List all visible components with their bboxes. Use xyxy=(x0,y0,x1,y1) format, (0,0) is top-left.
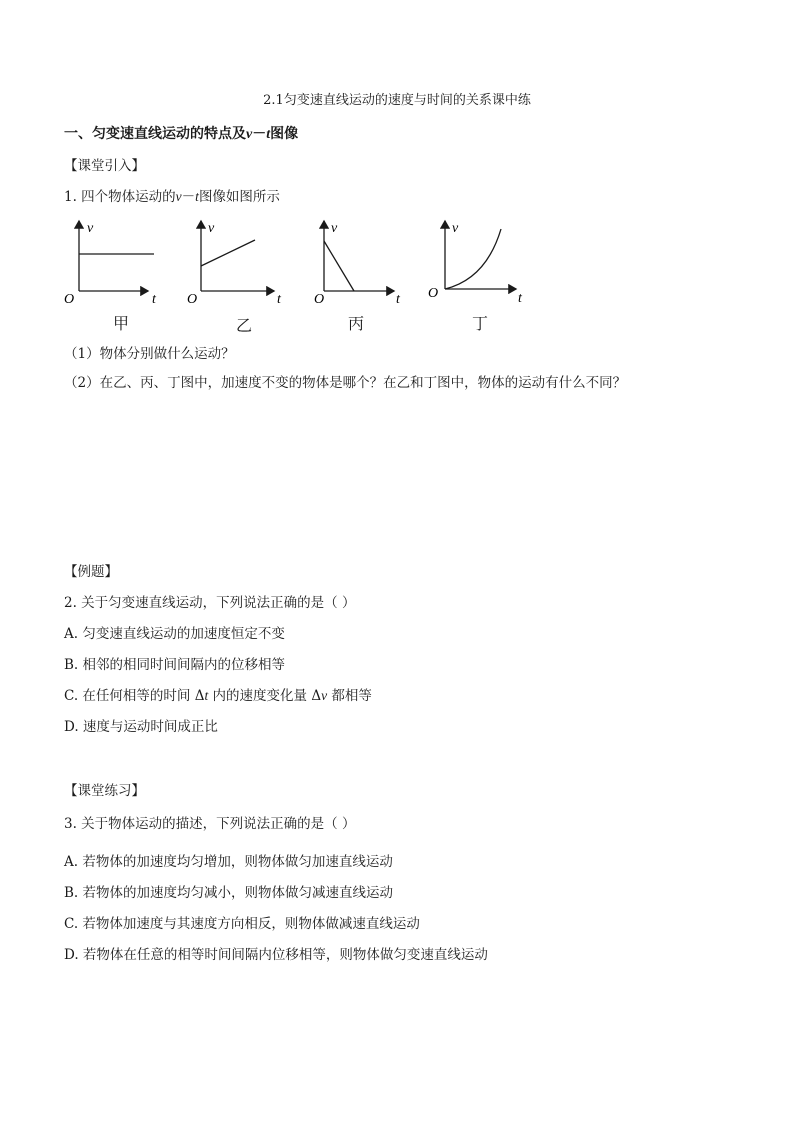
graph-curve xyxy=(445,229,501,289)
page-title: 2.1匀变速直线运动的速度与时间的关系课中练 xyxy=(263,93,531,108)
graph-curve xyxy=(324,241,354,291)
axis-label-t: t xyxy=(396,292,400,307)
graph-label-bing: 丙 xyxy=(348,314,365,333)
question-1-minus: － xyxy=(181,189,196,205)
question-3-option-d: D. 若物体在任意的相等时间间隔内位移相等，则物体做匀变速直线运动 xyxy=(64,947,488,963)
origin-label: O xyxy=(64,292,75,307)
axis-label-v: v xyxy=(87,221,94,236)
graph-yi xyxy=(184,215,294,307)
axis-label-t: t xyxy=(152,292,156,307)
section-heading xyxy=(64,125,298,144)
question-3-option-b: B. 若物体的加速度均匀减小，则物体做匀减速直线运动 xyxy=(64,885,394,901)
question-3-option-a: A. 若物体的加速度均匀增加，则物体做匀加速直线运动 xyxy=(64,854,393,870)
question-2-option-a: A. 匀变速直线运动的加速度恒定不变 xyxy=(64,626,285,642)
question-1-suffix: 图像如图所示 xyxy=(198,189,280,205)
question-1 xyxy=(64,188,280,206)
question-2-stem: 2. 关于匀变速直线运动，下列说法正确的是（ ） xyxy=(64,595,356,611)
section-heading-minus: － xyxy=(252,126,267,142)
question-1-sub1: （1）物体分别做什么运动？ xyxy=(64,346,235,362)
question-1-sub2: （2）在乙、丙、丁图中，加速度不变的物体是哪个？在乙和丁图中，物体的运动有什么不同？ xyxy=(64,375,627,391)
axis-label-v: v xyxy=(331,221,338,236)
question-2-option-d: D. 速度与运动时间成正比 xyxy=(64,719,218,735)
section-heading-prefix: 一、匀变速直线运动的特点及 xyxy=(64,126,246,142)
axis-label-t: t xyxy=(518,291,522,306)
section-heading-t: t xyxy=(266,127,271,142)
example-heading: 【例题】 xyxy=(64,564,118,580)
origin-label: O xyxy=(314,292,325,307)
option-c-t: t xyxy=(204,688,209,703)
graph-label-yi: 乙 xyxy=(236,316,253,335)
question-1-t: t xyxy=(195,189,199,204)
axis-label-v: v xyxy=(452,221,459,236)
question-2-option-c xyxy=(64,687,372,705)
question-2-option-b: B. 相邻的相同时间间隔内的位移相等 xyxy=(64,657,286,673)
graph-curve xyxy=(201,240,255,266)
option-c-prefix: C. 在任何相等的时间 Δ xyxy=(64,688,205,704)
graph-label-jia: 甲 xyxy=(113,314,130,333)
graph-label-ding: 丁 xyxy=(472,314,489,333)
section-heading-v: v xyxy=(246,127,253,142)
question-1-v: v xyxy=(175,189,182,204)
graph-ding xyxy=(424,215,534,307)
graph-bing xyxy=(312,215,412,307)
question-3-option-c: C. 若物体加速度与其速度方向相反，则物体做减速直线运动 xyxy=(64,916,420,932)
origin-label: O xyxy=(428,286,439,301)
intro-heading: 【课堂引入】 xyxy=(64,158,145,174)
axis-label-v: v xyxy=(208,221,215,236)
section-heading-suffix: 图像 xyxy=(270,126,299,142)
option-c-v: v xyxy=(321,688,328,703)
axis-label-t: t xyxy=(277,292,281,307)
option-c-mid: 内的速度变化量 Δ xyxy=(208,688,322,704)
graph-jia xyxy=(60,215,170,307)
question-3-stem: 3. 关于物体运动的描述，下列说法正确的是（ ） xyxy=(64,816,356,832)
origin-label: O xyxy=(187,292,198,307)
practice-heading: 【课堂练习】 xyxy=(64,783,145,799)
question-1-prefix: 1. 四个物体运动的 xyxy=(64,189,176,205)
option-c-suffix: 都相等 xyxy=(327,688,372,704)
